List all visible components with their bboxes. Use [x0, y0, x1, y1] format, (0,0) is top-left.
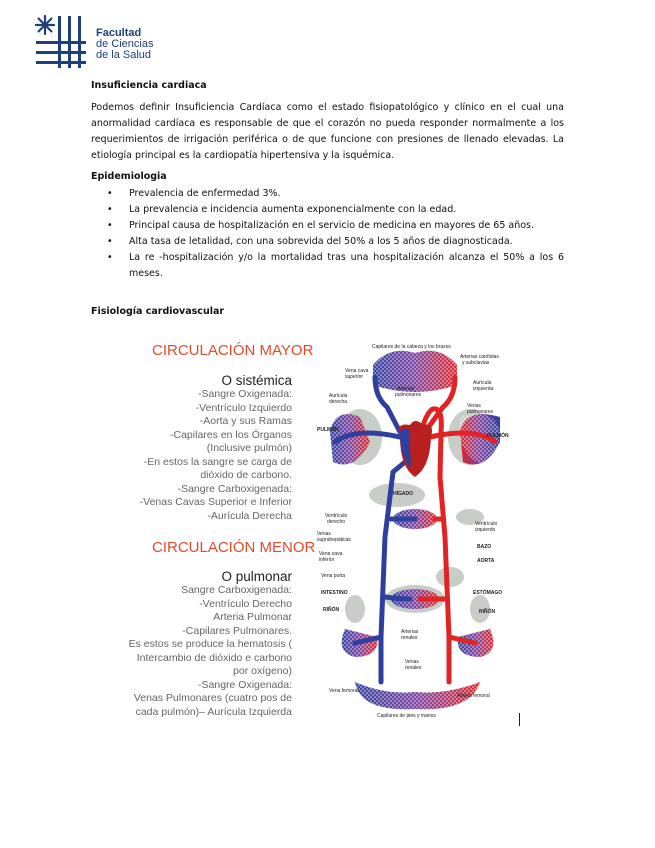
label-arterias-renales: Arterias	[401, 629, 419, 635]
circulacion-menor-line: por oxígeno)	[233, 665, 292, 677]
circulacion-menor-line: -Ventrículo Derecho	[199, 597, 292, 610]
faculty-logo-mark-icon	[34, 14, 90, 70]
circulatory-system-diagram	[315, 337, 520, 722]
label-venas-suprahepaticas: Venas	[317, 531, 331, 537]
label-vena-femoral: Vena femoral	[329, 688, 359, 694]
circulacion-menor-line: Venas Pulmonares (cuatro pos de	[133, 692, 292, 704]
label-estomago: ESTÓMAGO	[473, 590, 503, 596]
label-vena-cava-superior: Vena cava	[345, 368, 369, 374]
list-item	[91, 202, 564, 218]
list-item	[91, 250, 564, 282]
circulacion-mayor-line: -Aorta y sus Ramas	[199, 415, 292, 427]
label-venas-renales: Venas	[405, 659, 419, 665]
circulacion-mayor-line: -Ventrículo Izquierdo	[195, 401, 292, 414]
circulacion-mayor-line: (Inclusive pulmón)	[206, 442, 292, 454]
circulacion-mayor-line: -Sangre Carboxigenada:	[177, 482, 292, 495]
label-capilares-pies: Capilares de pies y manos	[377, 713, 436, 719]
label-auricula-izquierda-2: izquierda	[473, 386, 494, 392]
label-auricula-derecha-2: derecha	[329, 399, 348, 405]
section-title-fisiologia: Fisiología cardiovascular	[91, 306, 225, 317]
circulacion-mayor-line: -Venas Cavas Superior e Inferior	[139, 496, 292, 508]
circulacion-menor-subtitle: O pulmonar	[221, 569, 292, 584]
bullet-icon: •	[107, 188, 113, 199]
bullet-icon: •	[107, 236, 113, 247]
epidemiologia-list	[91, 186, 564, 282]
circulacion-menor-line: -Sangre Oxigenada:	[198, 678, 292, 691]
list-item-text: Alta tasa de letalidad, con una sobrevida del 50% a los 5 años de diagnosticada.	[129, 236, 513, 247]
list-item-text: Principal causa de hospitalización en el servicio de medicina en mayores de 65 años.	[129, 220, 535, 231]
list-item	[91, 186, 564, 202]
label-pulmon-derecho: PULMÓN	[487, 433, 509, 439]
label-vena-porta: Vena porta	[321, 573, 346, 579]
bullet-icon: •	[107, 204, 113, 215]
circulacion-menor-line: Es estos se produce la hematosis (	[128, 638, 292, 650]
label-vena-cava-inferior: Vena cava	[319, 551, 343, 557]
label-arterias-carotidas-2: y subclavias	[462, 360, 490, 366]
logo-line-2: de Ciencias	[96, 38, 154, 50]
label-venas-pulmonares-2: pulmonares	[467, 409, 494, 415]
circulacion-menor-list	[129, 584, 292, 719]
label-rinon-izquierdo: RIÑÓN	[323, 607, 340, 613]
circulacion-mayor-line: dióxido de carbono.	[200, 469, 292, 481]
label-vena-cava-inferior-2: inferior	[319, 557, 335, 563]
label-auricula-derecha: Aurícula	[329, 393, 348, 399]
bullet-icon: •	[107, 252, 113, 263]
label-arterias-renales-2: renales	[401, 635, 418, 641]
faculty-logo-text	[96, 28, 153, 61]
circulacion-mayor-line: -Capilares en los Órganos	[170, 428, 292, 441]
circulacion-menor-line: -Capilares Pulmonares.	[182, 624, 292, 637]
label-rinon-derecho: RIÑÓN	[479, 609, 496, 615]
circulacion-mayor-line: -Sangre Oxigenada:	[198, 388, 292, 400]
list-item-text: Prevalencia de enfermedad 3%.	[129, 188, 281, 199]
label-arteria-femoral: Arteria femoral	[457, 693, 490, 699]
label-arterias-pulmonares-2: pulmonares	[395, 392, 422, 398]
label-ventriculo-izquierdo: Ventrículo	[475, 521, 498, 527]
label-ventriculo-derecho: Ventrículo	[325, 513, 348, 519]
label-intestino: INTESTINO	[321, 590, 348, 596]
circulacion-mayor-title: CIRCULACIÓN MAYOR	[152, 342, 314, 359]
label-ventriculo-izquierdo-2: izquierdo	[475, 527, 496, 533]
section-title-epidemiologia: Epidemiologia	[91, 171, 167, 182]
label-arterias-carotidas: Arterias carótidas	[460, 354, 499, 360]
diagram-labels	[317, 344, 509, 719]
circulacion-menor-title: CIRCULACIÓN MENOR	[152, 539, 316, 556]
circulacion-mayor-line: -Aurícula Derecha	[207, 509, 292, 522]
circulacion-menor-line: Sangre Carboxigenada:	[181, 584, 292, 596]
label-bazo: BAZO	[477, 544, 492, 550]
label-pulmon-izquierdo: PULMÓN	[317, 427, 339, 433]
heart	[399, 421, 432, 477]
logo-line-1: Facultad	[96, 27, 142, 39]
faculty-logo	[34, 14, 174, 70]
section-title-insuficiencia: Insuficiencia cardiaca	[91, 80, 207, 91]
bullet-icon: •	[107, 220, 113, 231]
list-item	[91, 234, 564, 250]
label-venas-renales-2: renales	[405, 665, 422, 671]
list-item-text: La prevalencia e incidencia aumenta exponencialmente con la edad.	[129, 204, 457, 215]
label-capilares-cabeza: Capilares de la cabeza y los brazos	[372, 344, 451, 350]
label-venas-pulmonares: Venas	[467, 403, 481, 409]
label-auricula-izquierda: Aurícula	[473, 380, 492, 386]
logo-line-3: de la Salud	[96, 49, 152, 61]
label-ventriculo-derecho-2: derecho	[327, 519, 346, 525]
circulacion-mayor-list	[140, 388, 292, 523]
circulacion-menor-line: Intercambio de dióxido e carbono	[136, 651, 292, 664]
circulacion-mayor-subtitle: O sistémica	[221, 373, 292, 388]
label-venas-suprahepaticas-2: suprahepáticas	[317, 537, 351, 543]
intro-paragraph: Podemos definir Insuficiencia Cardíaca como el estado fisiopatológico y clínico en el cual una anormalidad cardíaca es responsable de que el corazón no pueda responder normalmente a los requerimientos de irrigación periférica o de que funcione con presiones de llenado elevadas. La etiología principal es la cardiopatía hipertensiva y la isquémica.	[91, 102, 564, 161]
circulacion-menor-line: cada pulmón)– Aurícula Izquierda	[135, 705, 292, 718]
circulacion-menor-line: Arteria Pulmonar	[213, 611, 292, 623]
list-item	[91, 218, 564, 234]
text-cursor	[519, 713, 520, 726]
label-aorta: AORTA	[477, 558, 495, 564]
list-item-text: La re -hospitalización y/o la mortalidad tras una hospitalización alcanza el 50% a los 6 meses.	[129, 252, 564, 279]
circulacion-mayor-line: -En estos la sangre se carga de	[143, 455, 292, 468]
label-higado: HÍGADO	[393, 491, 413, 497]
label-arterias-pulmonares: Arterias	[397, 386, 415, 392]
label-vena-cava-superior-2: superior	[345, 374, 364, 380]
